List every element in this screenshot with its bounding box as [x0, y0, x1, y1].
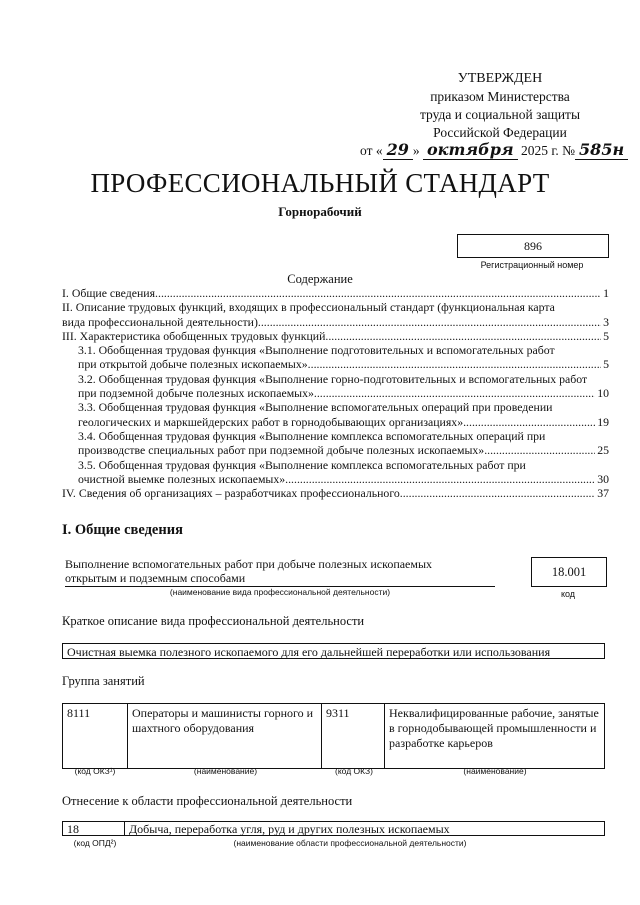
- page-subtitle: Горнорабочий: [278, 204, 362, 219]
- occupation-group-label: Группа занятий: [62, 674, 145, 688]
- toc-item-text: IV. Сведения об организациях – разработчиках профессионального: [62, 486, 400, 501]
- activity-code-caption: код: [560, 589, 576, 599]
- date-month: октября: [423, 140, 518, 160]
- page-title: ПРОФЕССИОНАЛЬНЫЙ СТАНДАРТ: [90, 168, 550, 198]
- toc-item[interactable]: [62, 329, 609, 343]
- table-of-contents: [62, 286, 609, 500]
- approval-heading: УТВЕРЖДЕН: [457, 71, 543, 86]
- date-day: 29: [383, 140, 413, 160]
- brief-description: Очистная выемка полезного ископаемого для его дальнейшей переработки или использования: [62, 643, 605, 659]
- okz-code-cell: 8111: [63, 704, 128, 769]
- section-title: I. Общие сведения: [62, 522, 183, 538]
- toc-item-page: 19: [597, 414, 609, 429]
- toc-item[interactable]: [62, 400, 609, 429]
- activity-kind-caption: (наименование вида профессиональной деятельности): [169, 587, 391, 597]
- toc-item[interactable]: [62, 300, 609, 329]
- toc-item[interactable]: [62, 458, 609, 487]
- opd-code: 18: [63, 822, 125, 835]
- toc-item-text: при открытой добыче полезных ископаемых»: [78, 357, 308, 372]
- toc-item-text: 3.5. Обобщенная трудовая функция «Выполнение комплекса вспомогательных работ при: [78, 457, 526, 472]
- toc-item[interactable]: [62, 486, 609, 500]
- approval-line: Российской Федерации: [433, 125, 567, 140]
- approval-line: приказом Министерства: [430, 89, 570, 104]
- okz-code-cell: 9311: [322, 704, 385, 769]
- brief-description-label: Краткое описание вида профессиональной деятельности: [62, 614, 365, 628]
- toc-item-text: 3.2. Обобщенная трудовая функция «Выполнение горно-подготовительных и вспомогательных работ: [78, 371, 588, 386]
- toc-item-text: III. Характеристика обобщенных трудовых функций: [62, 328, 326, 343]
- toc-item[interactable]: [62, 343, 609, 372]
- activity-kind-line: открытым и подземным способами: [65, 571, 246, 585]
- toc-item[interactable]: [62, 429, 609, 458]
- activity-kind: [65, 557, 495, 587]
- opd-name-caption: (наименование области профессиональной деятельности): [233, 838, 467, 848]
- date-prefix: от «: [360, 143, 383, 158]
- toc-item-text: I. Общие сведения: [62, 286, 156, 300]
- toc-item-page: 37: [597, 486, 609, 501]
- approval-date: [360, 140, 630, 159]
- approval-block: [380, 70, 620, 142]
- toc-item-text: 3.3. Обобщенная трудовая функция «Выполнение вспомогательных операций при проведении: [78, 400, 553, 415]
- toc-item-text: 3.4. Обобщенная трудовая функция «Выполнение комплекса вспомогательных операций при: [78, 428, 546, 443]
- date-mid: »: [412, 143, 420, 158]
- okz-name-caption: (наименование): [193, 766, 258, 776]
- toc-item-text: 3.1. Обобщенная трудовая функция «Выполнение подготовительных и вспомогательных работ: [78, 343, 555, 358]
- professional-area-label: Отнесение к области профессиональной деятельности: [62, 794, 353, 808]
- occupation-group-table: [62, 703, 605, 769]
- toc-item[interactable]: [62, 372, 609, 401]
- table-row: [63, 704, 605, 769]
- order-number: 585н: [575, 140, 628, 160]
- toc-item-text: II. Описание трудовых функций, входящих в профессиональный стандарт (функциональная карта: [62, 300, 555, 315]
- activity-code: 18.001: [531, 557, 607, 587]
- activity-kind-line: Выполнение вспомогательных работ при добыче полезных ископаемых: [65, 557, 433, 571]
- professional-area: [62, 821, 605, 836]
- registration-caption: Регистрационный номер: [480, 260, 584, 270]
- toc-item-page: 5: [603, 357, 609, 372]
- toc-item-page: 10: [597, 386, 609, 401]
- toc-item-page: 25: [597, 443, 609, 458]
- toc-item-text: очистной выемке полезных ископаемых»: [78, 471, 286, 486]
- toc-heading: Содержание: [287, 272, 353, 286]
- toc-item[interactable]: [62, 286, 609, 300]
- toc-item-page: 30: [597, 471, 609, 486]
- okz-name-cell: Неквалифицированные рабочие, занятые в горнодобывающей промышленности и разработке карьеров: [385, 704, 605, 769]
- okz-code-caption: (код ОКЗ¹): [74, 766, 116, 776]
- opd-code-caption: (код ОПД²): [73, 838, 117, 848]
- approval-line: труда и социальной защиты: [419, 107, 581, 122]
- okz-code-caption: (код ОКЗ): [335, 766, 373, 776]
- toc-item-page: 3: [603, 314, 609, 329]
- toc-item-text: производстве специальных работ при подземной добыче полезных ископаемых»: [78, 443, 485, 458]
- okz-name-caption: (наименование): [463, 766, 527, 776]
- toc-item-page: 1: [603, 286, 609, 300]
- registration-number: 896: [457, 234, 609, 258]
- okz-name-cell: Операторы и машинисты горного и шахтного оборудования: [128, 704, 322, 769]
- toc-item-text: вида профессиональной деятельности): [62, 314, 258, 329]
- toc-item-text: при подземной добыче полезных ископаемых»: [78, 386, 314, 401]
- date-year: 2025 г. №: [521, 143, 576, 158]
- toc-item-page: 5: [603, 328, 609, 343]
- toc-item-text: геологических и маркшейдерских работ в горнодобывающих организациях»: [78, 414, 464, 429]
- opd-name: Добыча, переработка угля, руд и других полезных ископаемых: [129, 822, 450, 836]
